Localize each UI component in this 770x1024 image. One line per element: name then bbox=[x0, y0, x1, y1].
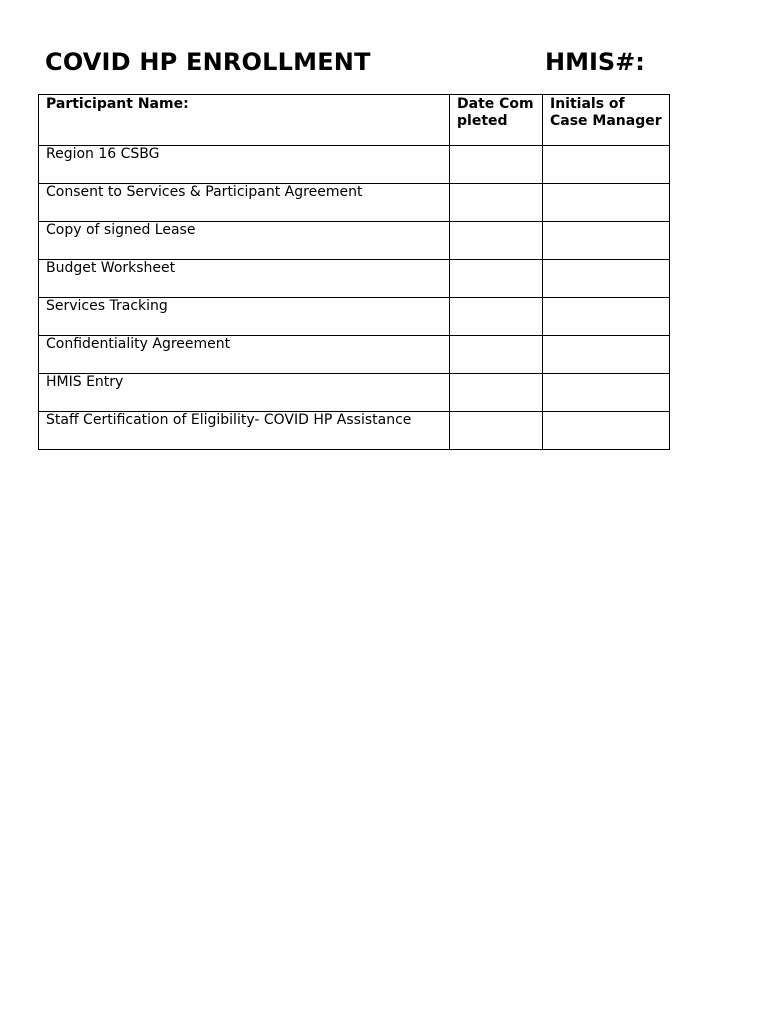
document-title: COVID HP ENROLLMENT bbox=[45, 48, 371, 76]
enrollment-checklist-table bbox=[38, 94, 670, 450]
initials-cell[interactable] bbox=[543, 412, 670, 450]
table-row bbox=[39, 298, 670, 336]
checklist-item-label: Staff Certification of Eligibility- COVID HP Assistance bbox=[39, 412, 450, 450]
table-row bbox=[39, 222, 670, 260]
date-completed-cell[interactable] bbox=[450, 336, 543, 374]
table-header-row bbox=[39, 95, 670, 146]
checklist-item-label: Services Tracking bbox=[39, 298, 450, 336]
participant-name-field[interactable]: Participant Name: bbox=[39, 95, 450, 146]
table-row bbox=[39, 184, 670, 222]
initials-cell[interactable] bbox=[543, 374, 670, 412]
date-completed-cell[interactable] bbox=[450, 146, 543, 184]
table-row bbox=[39, 146, 670, 184]
table-row bbox=[39, 412, 670, 450]
checklist-item-label: HMIS Entry bbox=[39, 374, 450, 412]
checklist-item-label: Copy of signed Lease bbox=[39, 222, 450, 260]
date-completed-cell[interactable] bbox=[450, 374, 543, 412]
initials-cell[interactable] bbox=[543, 222, 670, 260]
initials-cell[interactable] bbox=[543, 260, 670, 298]
table-row bbox=[39, 374, 670, 412]
initials-cell[interactable] bbox=[543, 298, 670, 336]
date-completed-cell[interactable] bbox=[450, 298, 543, 336]
checklist-item-label: Region 16 CSBG bbox=[39, 146, 450, 184]
checklist-item-label: Budget Worksheet bbox=[39, 260, 450, 298]
checklist-item-label: Confidentiality Agreement bbox=[39, 336, 450, 374]
case-manager-initials-header: Initials of Case Manager bbox=[543, 95, 670, 146]
date-completed-header: Date Completed bbox=[450, 95, 543, 146]
date-completed-cell[interactable] bbox=[450, 184, 543, 222]
date-completed-cell[interactable] bbox=[450, 412, 543, 450]
date-completed-cell[interactable] bbox=[450, 260, 543, 298]
initials-cell[interactable] bbox=[543, 146, 670, 184]
checklist-item-label: Consent to Services & Participant Agreement bbox=[39, 184, 450, 222]
table-row bbox=[39, 336, 670, 374]
hmis-number-label: HMIS#: bbox=[545, 48, 645, 76]
table-row bbox=[39, 260, 670, 298]
date-completed-cell[interactable] bbox=[450, 222, 543, 260]
initials-cell[interactable] bbox=[543, 184, 670, 222]
initials-cell[interactable] bbox=[543, 336, 670, 374]
